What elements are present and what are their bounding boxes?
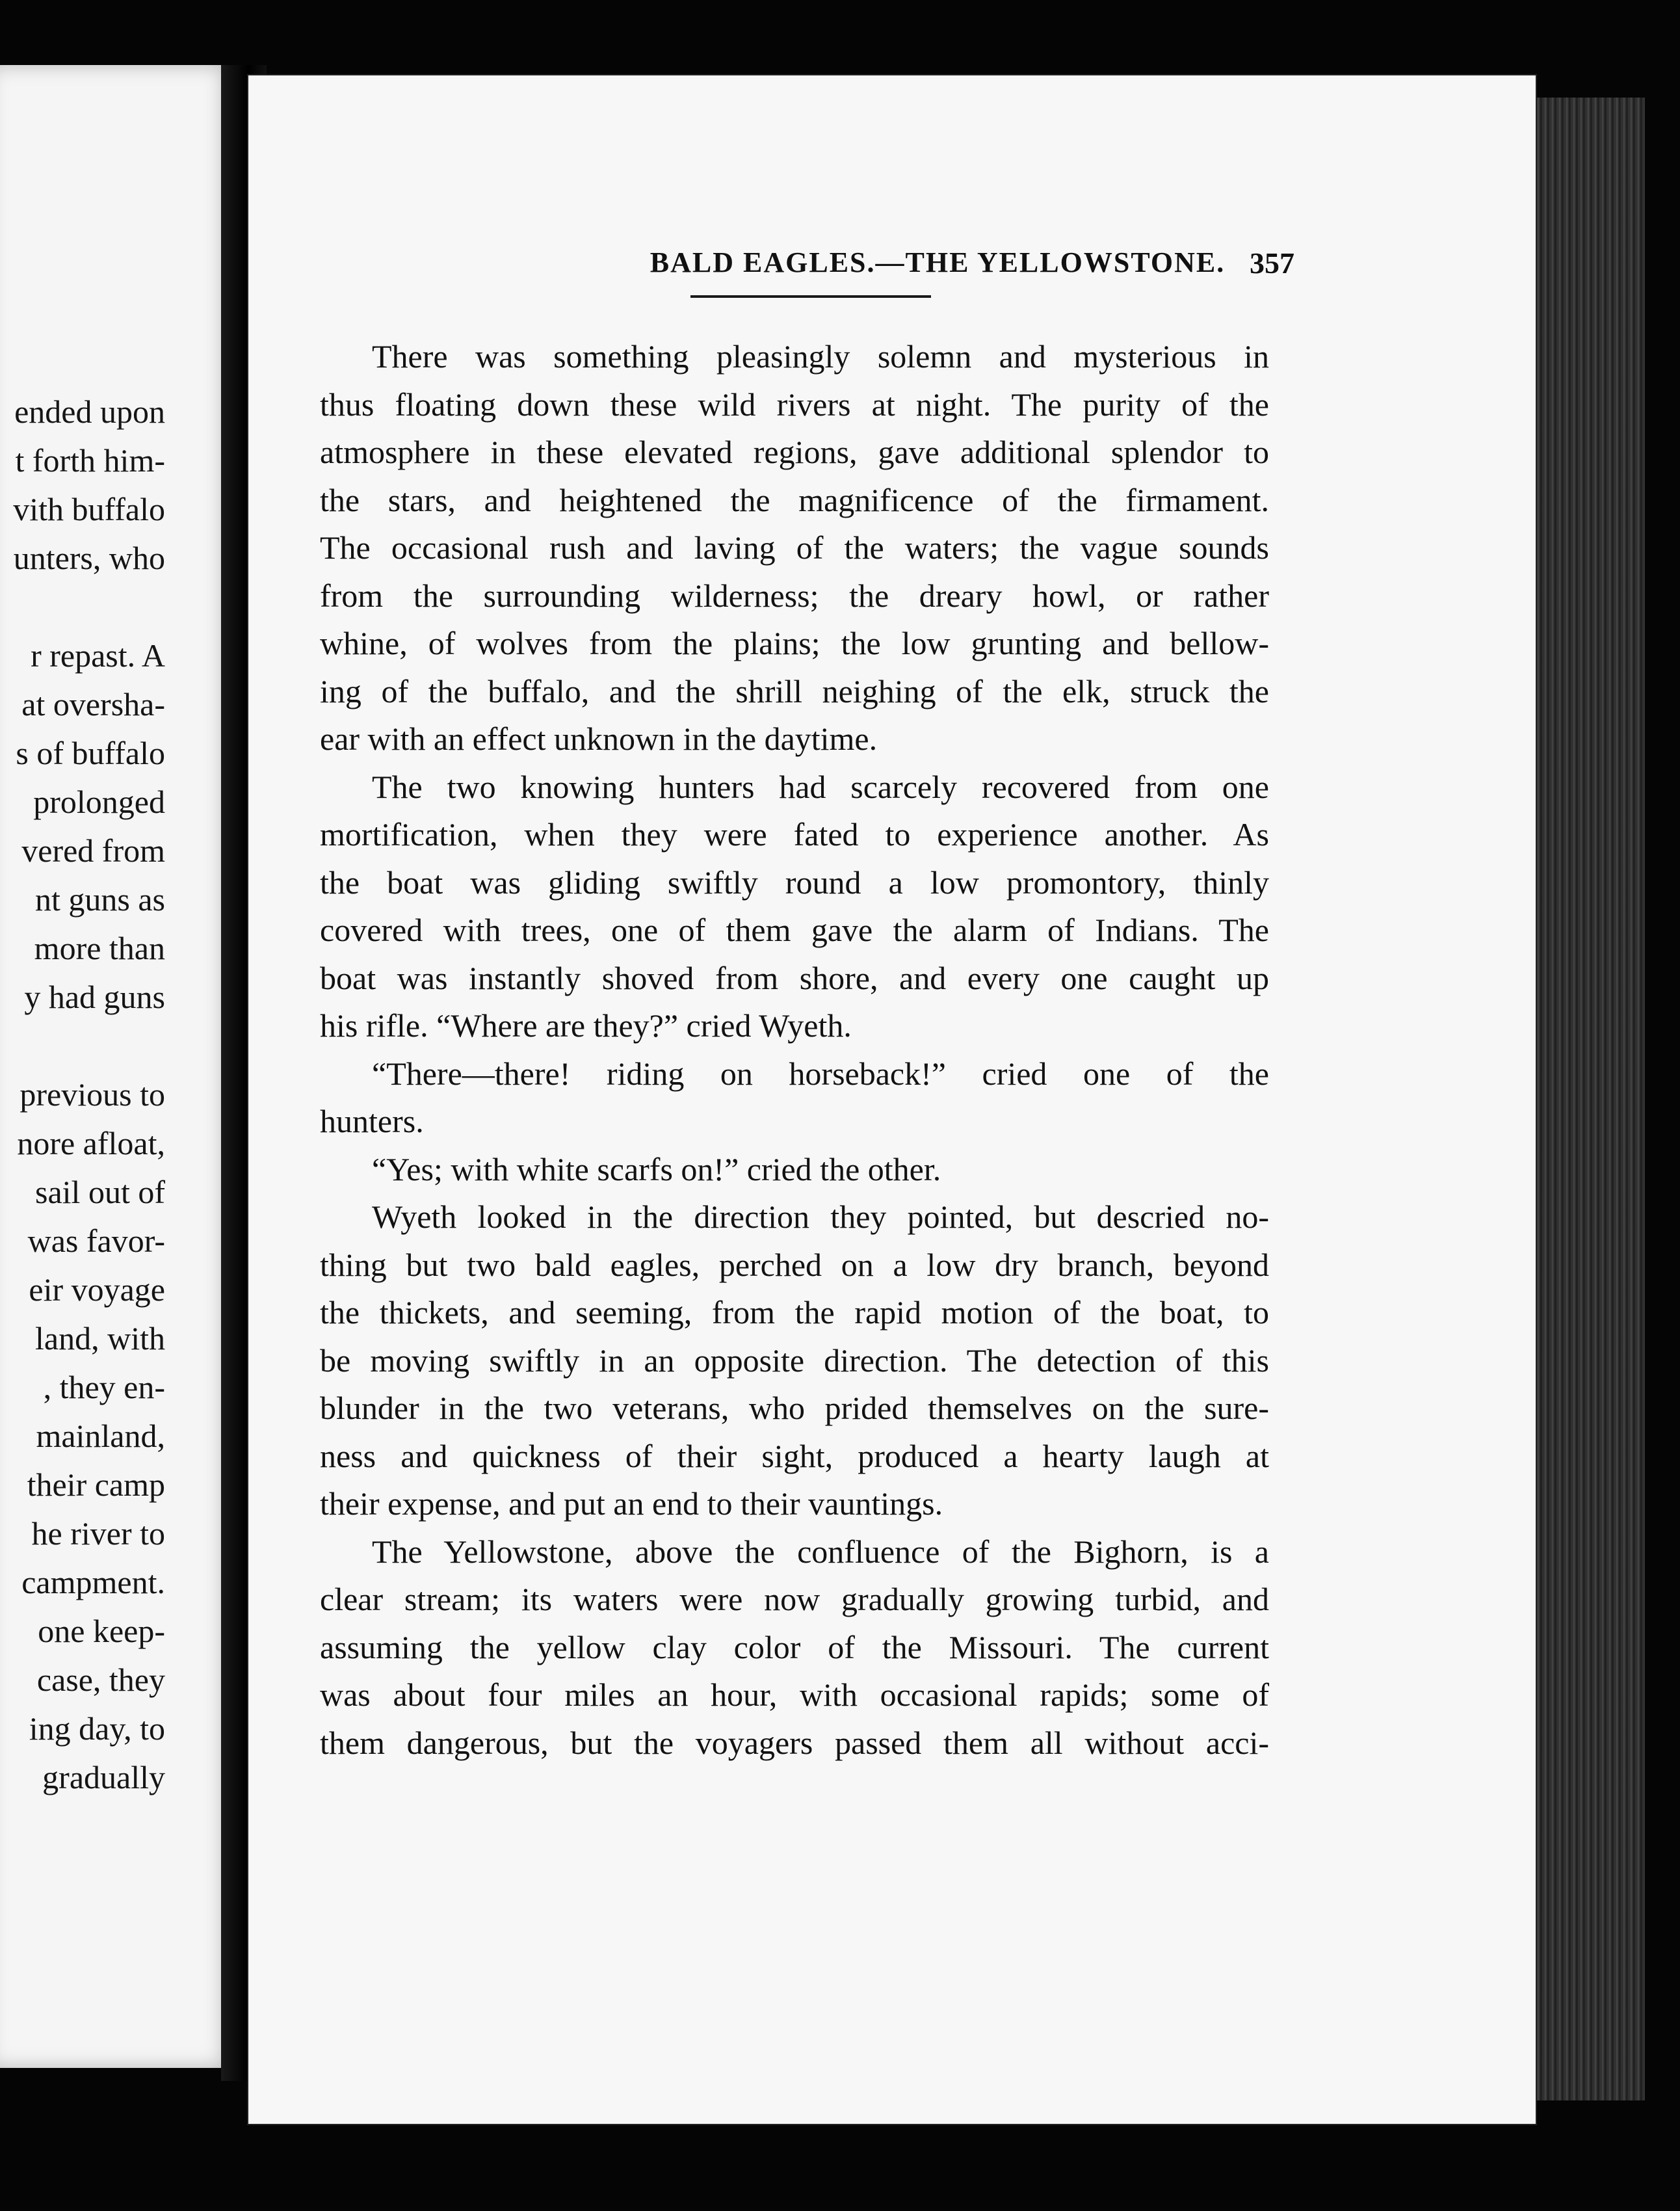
text-line: their expense, and put an end to their vauntings. <box>320 1485 943 1522</box>
facing-line: eir voyage <box>29 1271 165 1308</box>
text-line: was about four miles an hour, with occasional rapids; some of <box>320 1676 1269 1713</box>
text-line: his rifle. “Where are they?” cried Wyeth. <box>320 1007 852 1044</box>
text-line: covered with trees, one of them gave the alarm of Indians. The <box>320 912 1269 948</box>
facing-line <box>13 583 165 631</box>
facing-line: previous to <box>20 1076 165 1113</box>
text-line: “Yes; with white scarfs on!” cried the other. <box>372 1150 941 1187</box>
text-line: from the surrounding wilderness; the dreary howl, or rather <box>320 577 1269 614</box>
facing-line: their camp <box>27 1466 165 1503</box>
facing-line: nore afloat, <box>17 1125 165 1161</box>
facing-line: unters, who <box>13 540 165 576</box>
facing-line: land, with <box>35 1320 165 1357</box>
facing-line: at oversha- <box>21 686 165 722</box>
facing-line: prolonged <box>33 784 165 820</box>
text-line: There was something pleasingly solemn and mysterious in <box>372 338 1269 375</box>
text-line: atmosphere in these elevated regions, gave additional splendor to <box>320 434 1269 470</box>
facing-line: gradually <box>42 1759 165 1795</box>
facing-line: ing day, to <box>29 1710 165 1747</box>
facing-line: y had guns <box>24 979 165 1015</box>
text-line: blunder in the two veterans, who prided themselves on the sure- <box>320 1390 1269 1426</box>
text-line: thus floating down these wild rivers at night. The purity of the <box>320 386 1269 423</box>
facing-line: t forth him- <box>15 442 165 479</box>
facing-line: r repast. A <box>31 637 165 674</box>
facing-line: sail out of <box>35 1174 165 1210</box>
text-line: the boat was gliding swiftly round a low promontory, thinly <box>320 864 1269 901</box>
facing-line: s of buffalo <box>16 735 165 771</box>
facing-line: , they en- <box>43 1369 165 1405</box>
text-line: whine, of wolves from the plains; the low grunting and bellow- <box>320 625 1269 661</box>
facing-line: ended upon <box>14 393 165 430</box>
text-line: assuming the yellow clay color of the Missouri. The current <box>320 1628 1269 1665</box>
text-line: ear with an effect unknown in the daytime. <box>320 721 878 757</box>
text-line: thing but two bald eagles, perched on a low dry branch, beyond <box>320 1246 1269 1283</box>
text-line: The Yellowstone, above the confluence of the Bighorn, is a <box>372 1533 1269 1570</box>
head-rule <box>690 295 931 298</box>
text-line: ing of the buffalo, and the shrill neighing of the elk, struck the <box>320 672 1269 709</box>
facing-page-left <box>0 65 235 2068</box>
facing-line: nt guns as <box>35 881 165 918</box>
text-line: mortification, when they were fated to experience another. As <box>320 816 1269 853</box>
facing-page-text <box>13 388 165 1802</box>
running-head: BALD EAGLES.—THE YELLOWSTONE. <box>650 246 1226 278</box>
text-line: ness and quickness of their sight, produced a hearty laugh at <box>320 1437 1269 1474</box>
page-number: 357 <box>1250 246 1294 280</box>
text-line: hunters. <box>320 1103 424 1139</box>
body-text <box>320 333 1269 1767</box>
text-line: the stars, and heightened the magnificence of the firmament. <box>320 481 1269 518</box>
facing-line: case, they <box>36 1662 165 1698</box>
page-357 <box>248 75 1536 2124</box>
facing-line: campment. <box>21 1564 165 1600</box>
text-line: Wyeth looked in the direction they pointed, but descried no- <box>372 1198 1269 1235</box>
text-line: clear stream; its waters were now gradually growing turbid, and <box>320 1581 1269 1617</box>
text-line: “There—there! riding on horseback!” cried one of the <box>372 1055 1269 1092</box>
facing-line: one keep- <box>38 1613 165 1649</box>
facing-line: more than <box>34 930 165 966</box>
text-line: The two knowing hunters had scarcely recovered from one <box>372 768 1269 805</box>
facing-line: he river to <box>31 1515 165 1552</box>
text-line: them dangerous, but the voyagers passed them all without acci- <box>320 1724 1269 1761</box>
facing-line: vith buffalo <box>13 491 165 527</box>
text-line: the thickets, and seeming, from the rapid motion of the boat, to <box>320 1294 1269 1331</box>
facing-line: mainland, <box>36 1418 165 1454</box>
text-line: be moving swiftly in an opposite direction. The detection of this <box>320 1342 1269 1379</box>
facing-line: was favor- <box>27 1223 165 1259</box>
text-line: boat was instantly shoved from shore, and every one caught up <box>320 959 1269 996</box>
facing-line <box>13 1022 165 1070</box>
text-line: The occasional rush and laving of the waters; the vague sounds <box>320 529 1269 566</box>
facing-line: vered from <box>21 832 165 869</box>
